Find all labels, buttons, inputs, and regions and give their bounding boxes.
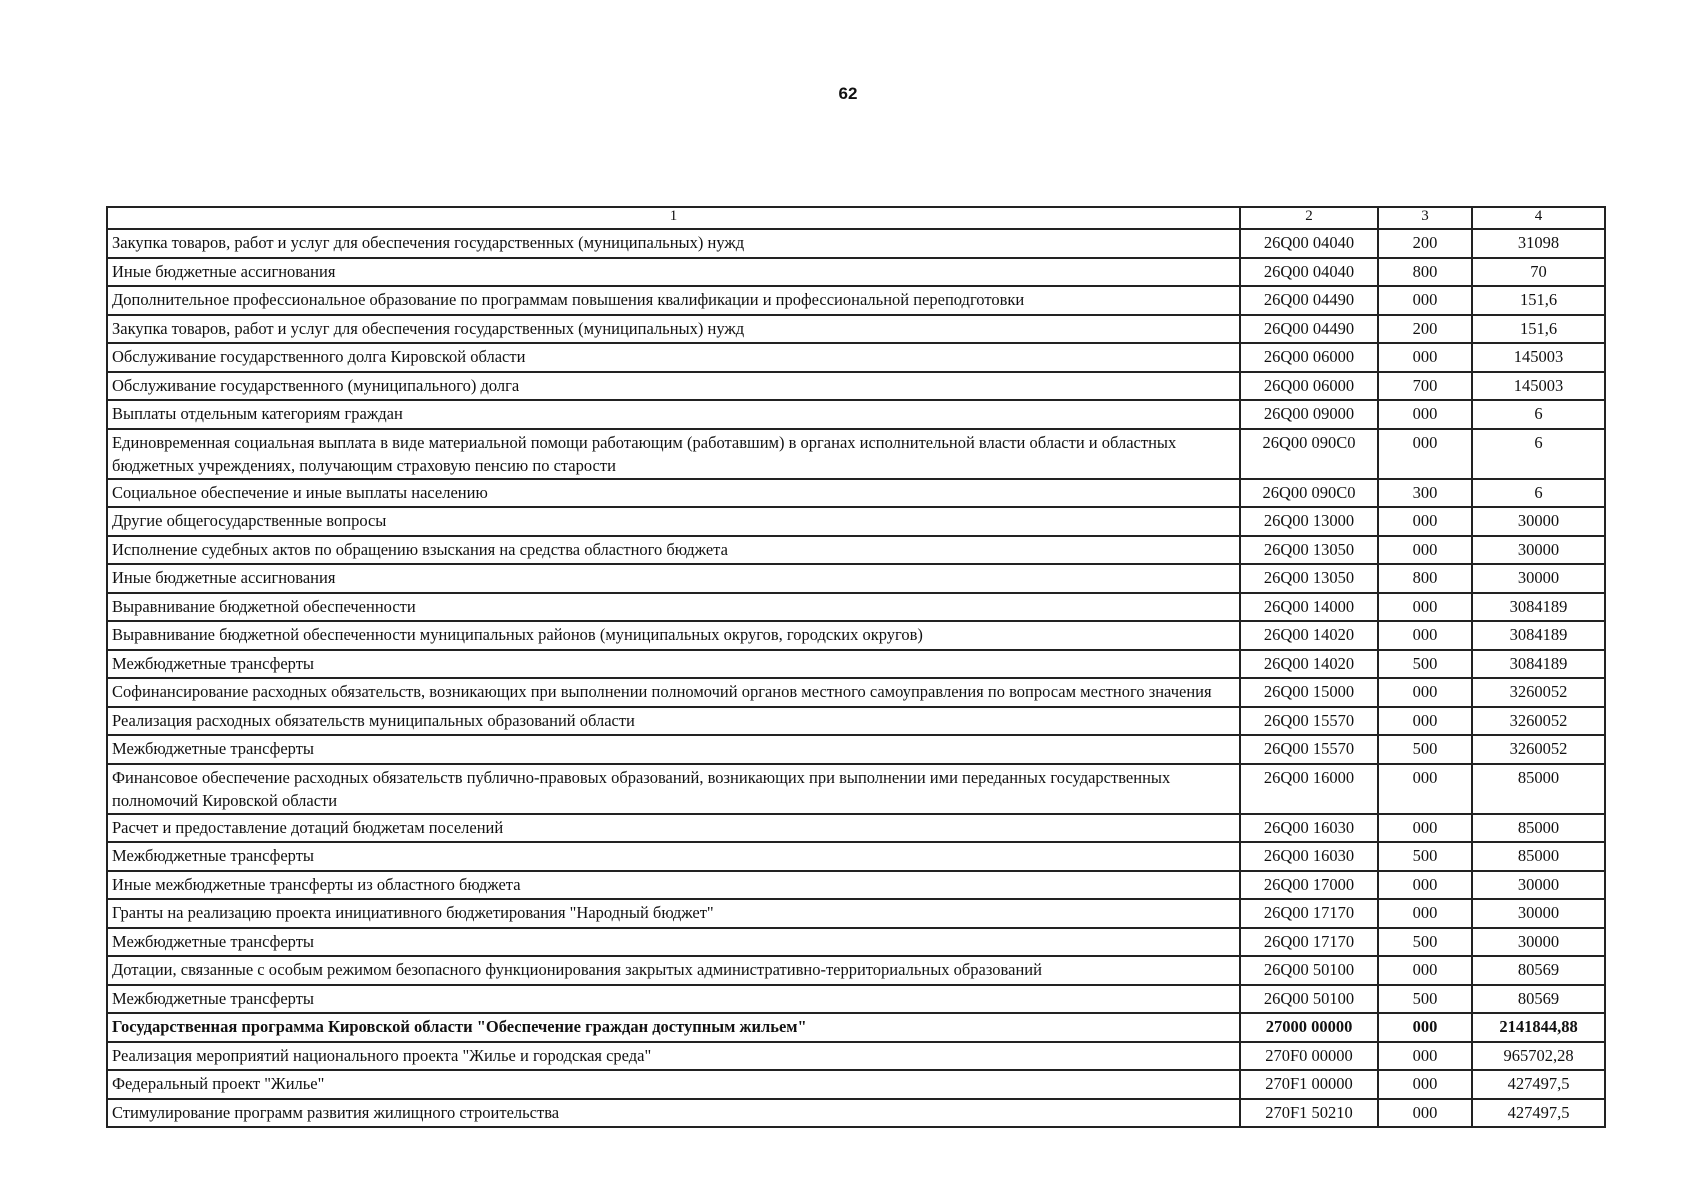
table-row [107, 678, 1605, 707]
row-type-cell: 500 [1378, 735, 1472, 764]
row-amount-cell: 965702,28 [1472, 1042, 1605, 1071]
table-row [107, 814, 1605, 843]
table-row [107, 229, 1605, 258]
row-name-cell: Федеральный проект "Жилье" [107, 1070, 1240, 1099]
row-type-cell: 200 [1378, 229, 1472, 258]
row-code-cell: 26Q00 17170 [1240, 899, 1378, 928]
row-amount-cell: 80569 [1472, 956, 1605, 985]
row-amount-cell: 85000 [1472, 842, 1605, 871]
row-amount-cell: 427497,5 [1472, 1099, 1605, 1128]
row-name-cell: Софинансирование расходных обязательств, возникающих при выполнении полномочий органов местного самоуправления по вопросам местного значения [107, 678, 1240, 707]
row-type-cell: 000 [1378, 536, 1472, 565]
table-row [107, 871, 1605, 900]
table-row [107, 928, 1605, 957]
table-row [107, 707, 1605, 736]
row-code-cell: 26Q00 06000 [1240, 372, 1378, 401]
row-name-cell: Выравнивание бюджетной обеспеченности муниципальных районов (муниципальных округов, городских округов) [107, 621, 1240, 650]
column-header-4: 4 [1472, 207, 1605, 229]
row-code-cell: 26Q00 14000 [1240, 593, 1378, 622]
row-amount-cell: 3084189 [1472, 621, 1605, 650]
row-type-cell: 000 [1378, 814, 1472, 843]
row-code-cell: 26Q00 16030 [1240, 814, 1378, 843]
row-code-cell: 26Q00 14020 [1240, 621, 1378, 650]
row-amount-cell: 151,6 [1472, 315, 1605, 344]
table-row [107, 507, 1605, 536]
row-code-cell: 26Q00 04490 [1240, 286, 1378, 315]
row-type-cell: 000 [1378, 286, 1472, 315]
row-name-cell: Иные бюджетные ассигнования [107, 564, 1240, 593]
row-name-cell: Дополнительное профессиональное образование по программам повышения квалификации и профессиональной переподготовки [107, 286, 1240, 315]
row-amount-cell: 145003 [1472, 343, 1605, 372]
table-row [107, 621, 1605, 650]
row-name-cell: Межбюджетные трансферты [107, 735, 1240, 764]
row-type-cell: 000 [1378, 429, 1472, 479]
row-name-cell: Иные межбюджетные трансферты из областного бюджета [107, 871, 1240, 900]
table-row [107, 650, 1605, 679]
row-amount-cell: 30000 [1472, 871, 1605, 900]
row-name-cell: Обслуживание государственного (муниципального) долга [107, 372, 1240, 401]
row-code-cell: 26Q00 16000 [1240, 764, 1378, 814]
table-row [107, 343, 1605, 372]
column-header-1: 1 [107, 207, 1240, 229]
table-row [107, 956, 1605, 985]
row-code-cell: 26Q00 13050 [1240, 536, 1378, 565]
row-amount-cell: 151,6 [1472, 286, 1605, 315]
row-name-cell: Закупка товаров, работ и услуг для обеспечения государственных (муниципальных) нужд [107, 315, 1240, 344]
row-code-cell: 26Q00 14020 [1240, 650, 1378, 679]
row-amount-cell: 3084189 [1472, 650, 1605, 679]
table-row [107, 372, 1605, 401]
row-type-cell: 700 [1378, 372, 1472, 401]
row-code-cell: 270F0 00000 [1240, 1042, 1378, 1071]
row-amount-cell: 6 [1472, 429, 1605, 479]
row-type-cell: 300 [1378, 479, 1472, 508]
row-type-cell: 500 [1378, 842, 1472, 871]
row-code-cell: 26Q00 15570 [1240, 735, 1378, 764]
row-amount-cell: 6 [1472, 400, 1605, 429]
row-code-cell: 26Q00 13050 [1240, 564, 1378, 593]
row-code-cell: 26Q00 50100 [1240, 985, 1378, 1014]
row-amount-cell: 85000 [1472, 814, 1605, 843]
table-row [107, 842, 1605, 871]
row-type-cell: 000 [1378, 956, 1472, 985]
table-row [107, 258, 1605, 287]
row-type-cell: 000 [1378, 764, 1472, 814]
row-type-cell: 500 [1378, 650, 1472, 679]
row-name-cell: Межбюджетные трансферты [107, 650, 1240, 679]
column-header-3: 3 [1378, 207, 1472, 229]
row-code-cell: 26Q00 06000 [1240, 343, 1378, 372]
row-name-cell: Обслуживание государственного долга Кировской области [107, 343, 1240, 372]
row-code-cell: 26Q00 04490 [1240, 315, 1378, 344]
row-name-cell: Исполнение судебных актов по обращению взыскания на средства областного бюджета [107, 536, 1240, 565]
row-amount-cell: 80569 [1472, 985, 1605, 1014]
table-row [107, 1013, 1605, 1042]
table-row [107, 564, 1605, 593]
table-row [107, 479, 1605, 508]
row-amount-cell: 30000 [1472, 536, 1605, 565]
row-amount-cell: 427497,5 [1472, 1070, 1605, 1099]
row-code-cell: 26Q00 090C0 [1240, 479, 1378, 508]
table-row [107, 764, 1605, 814]
row-code-cell: 26Q00 16030 [1240, 842, 1378, 871]
table-row [107, 400, 1605, 429]
table-row [107, 315, 1605, 344]
row-name-cell: Реализация мероприятий национального проекта "Жилье и городская среда" [107, 1042, 1240, 1071]
row-code-cell: 26Q00 50100 [1240, 956, 1378, 985]
row-name-cell: Социальное обеспечение и иные выплаты населению [107, 479, 1240, 508]
row-amount-cell: 30000 [1472, 928, 1605, 957]
row-type-cell: 000 [1378, 871, 1472, 900]
row-name-cell: Финансовое обеспечение расходных обязательств публично-правовых образований, возникающих при выполнении ими переданных государственных полномочий Кировской области [107, 764, 1240, 814]
row-code-cell: 26Q00 04040 [1240, 229, 1378, 258]
row-type-cell: 000 [1378, 678, 1472, 707]
row-type-cell: 000 [1378, 899, 1472, 928]
row-type-cell: 000 [1378, 621, 1472, 650]
row-name-cell: Государственная программа Кировской области "Обеспечение граждан доступным жильем" [107, 1013, 1240, 1042]
row-code-cell: 26Q00 15000 [1240, 678, 1378, 707]
column-header-2: 2 [1240, 207, 1378, 229]
row-type-cell: 800 [1378, 258, 1472, 287]
row-name-cell: Иные бюджетные ассигнования [107, 258, 1240, 287]
row-type-cell: 500 [1378, 985, 1472, 1014]
row-code-cell: 270F1 00000 [1240, 1070, 1378, 1099]
row-name-cell: Дотации, связанные с особым режимом безопасного функционирования закрытых административно-территориальных образований [107, 956, 1240, 985]
row-type-cell: 000 [1378, 1013, 1472, 1042]
row-name-cell: Единовременная социальная выплата в виде материальной помощи работающим (работавшим) в органах исполнительной власти области и областных бюджетных учреждениях, получающим страховую пенсию по старости [107, 429, 1240, 479]
row-amount-cell: 30000 [1472, 564, 1605, 593]
row-amount-cell: 70 [1472, 258, 1605, 287]
row-code-cell: 270F1 50210 [1240, 1099, 1378, 1128]
table-row [107, 985, 1605, 1014]
row-type-cell: 000 [1378, 1070, 1472, 1099]
row-code-cell: 26Q00 09000 [1240, 400, 1378, 429]
row-amount-cell: 6 [1472, 479, 1605, 508]
row-type-cell: 000 [1378, 400, 1472, 429]
table-header [107, 207, 1605, 229]
row-type-cell: 800 [1378, 564, 1472, 593]
row-amount-cell: 30000 [1472, 507, 1605, 536]
row-code-cell: 26Q00 090C0 [1240, 429, 1378, 479]
row-amount-cell: 85000 [1472, 764, 1605, 814]
table-row [107, 286, 1605, 315]
row-name-cell: Другие общегосударственные вопросы [107, 507, 1240, 536]
row-name-cell: Закупка товаров, работ и услуг для обеспечения государственных (муниципальных) нужд [107, 229, 1240, 258]
row-amount-cell: 30000 [1472, 899, 1605, 928]
row-amount-cell: 145003 [1472, 372, 1605, 401]
table-row [107, 429, 1605, 479]
table-body [107, 229, 1605, 1127]
row-name-cell: Межбюджетные трансферты [107, 928, 1240, 957]
row-name-cell: Стимулирование программ развития жилищного строительства [107, 1099, 1240, 1128]
row-code-cell: 27000 00000 [1240, 1013, 1378, 1042]
row-name-cell: Межбюджетные трансферты [107, 842, 1240, 871]
row-code-cell: 26Q00 17170 [1240, 928, 1378, 957]
table-row [107, 1070, 1605, 1099]
budget-table [106, 206, 1606, 1128]
page-number: 62 [838, 84, 858, 103]
table-row [107, 593, 1605, 622]
row-type-cell: 000 [1378, 1099, 1472, 1128]
row-type-cell: 000 [1378, 593, 1472, 622]
row-amount-cell: 3260052 [1472, 678, 1605, 707]
row-code-cell: 26Q00 17000 [1240, 871, 1378, 900]
row-amount-cell: 3260052 [1472, 707, 1605, 736]
row-type-cell: 500 [1378, 928, 1472, 957]
table-row [107, 735, 1605, 764]
row-code-cell: 26Q00 04040 [1240, 258, 1378, 287]
row-name-cell: Реализация расходных обязательств муниципальных образований области [107, 707, 1240, 736]
row-name-cell: Выравнивание бюджетной обеспеченности [107, 593, 1240, 622]
table-row [107, 536, 1605, 565]
row-type-cell: 000 [1378, 507, 1472, 536]
row-amount-cell: 31098 [1472, 229, 1605, 258]
table-row [107, 1042, 1605, 1071]
row-amount-cell: 3260052 [1472, 735, 1605, 764]
table-row [107, 899, 1605, 928]
row-code-cell: 26Q00 13000 [1240, 507, 1378, 536]
row-amount-cell: 3084189 [1472, 593, 1605, 622]
row-name-cell: Выплаты отдельным категориям граждан [107, 400, 1240, 429]
row-name-cell: Гранты на реализацию проекта инициативного бюджетирования "Народный бюджет" [107, 899, 1240, 928]
header-row [107, 207, 1605, 229]
row-type-cell: 000 [1378, 343, 1472, 372]
row-type-cell: 000 [1378, 707, 1472, 736]
row-name-cell: Межбюджетные трансферты [107, 985, 1240, 1014]
row-code-cell: 26Q00 15570 [1240, 707, 1378, 736]
table-row [107, 1099, 1605, 1128]
row-type-cell: 200 [1378, 315, 1472, 344]
row-type-cell: 000 [1378, 1042, 1472, 1071]
row-name-cell: Расчет и предоставление дотаций бюджетам поселений [107, 814, 1240, 843]
row-amount-cell: 2141844,88 [1472, 1013, 1605, 1042]
